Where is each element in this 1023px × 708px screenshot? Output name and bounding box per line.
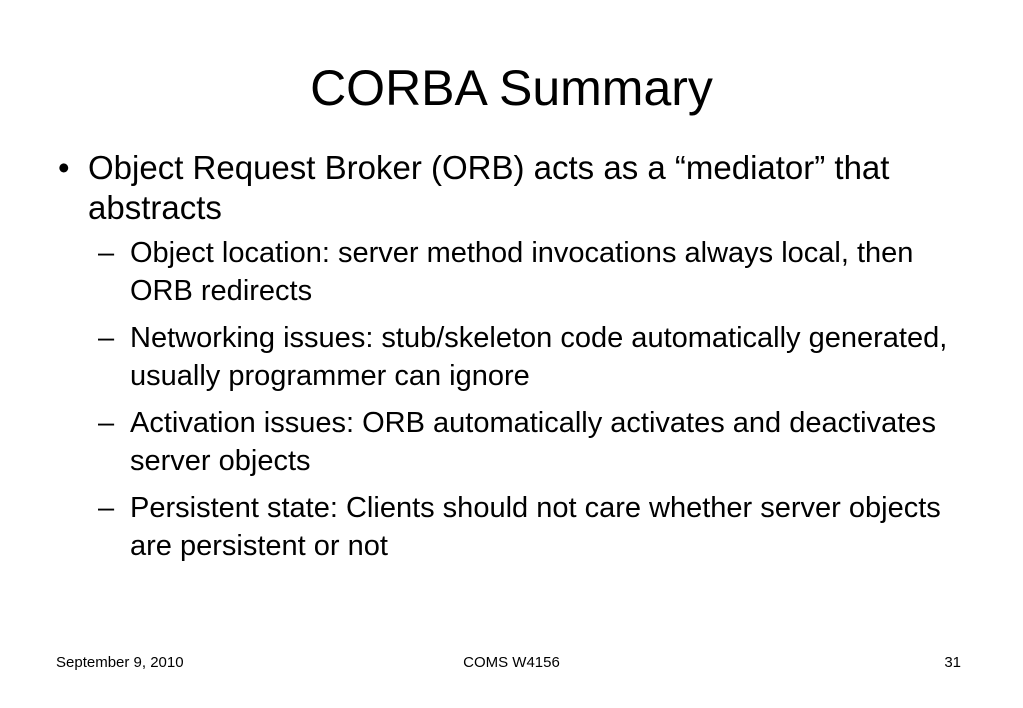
sub-bullet-text: Activation issues: ORB automatically activates and deactivates server objects — [130, 407, 936, 477]
sub-bullet-marker: – — [98, 237, 115, 269]
sub-bullet-item — [58, 234, 978, 310]
bullet-item — [58, 148, 978, 228]
bullet-text: Object Request Broker (ORB) acts as a “mediator” that abstracts — [88, 149, 890, 226]
footer-page-number: 31 — [944, 654, 961, 671]
footer-date: September 9, 2010 — [56, 654, 184, 671]
sub-bullet-list — [58, 234, 978, 565]
sub-bullet-text: Object location: server method invocations always local, then ORB redirects — [130, 237, 914, 307]
footer-course: COMS W4156 — [463, 654, 560, 671]
slide-title: CORBA Summary — [310, 60, 713, 116]
sub-bullet-item — [58, 319, 978, 395]
sub-bullet-marker: – — [98, 322, 115, 354]
sub-bullet-text: Networking issues: stub/skeleton code automatically generated, usually programmer can ignore — [130, 322, 948, 392]
bullet-marker: • — [58, 149, 70, 186]
sub-bullet-marker: – — [98, 492, 115, 524]
sub-bullet-marker: – — [98, 407, 115, 439]
sub-bullet-text: Persistent state: Clients should not care whether server objects are persistent or not — [130, 492, 941, 562]
sub-bullet-item — [58, 489, 978, 565]
sub-bullet-item — [58, 404, 978, 480]
slide-body — [58, 148, 978, 574]
